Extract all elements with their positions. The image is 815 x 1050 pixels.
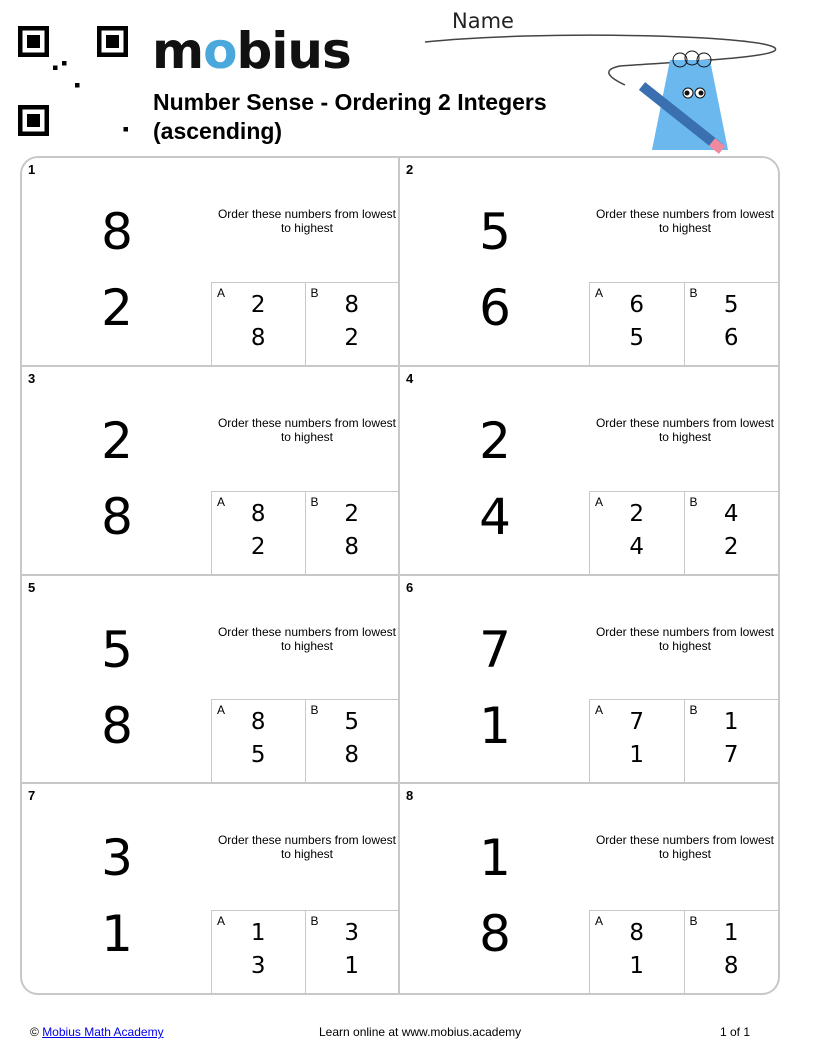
option-value: 7 [723,742,739,769]
page-number: 1 of 1 [720,1025,751,1039]
mobius-academy-link[interactable]: Mobius Math Academy [42,1025,164,1039]
question-cell [400,784,778,993]
option-value: 8 [250,709,266,736]
option-b[interactable] [305,492,399,574]
option-value: 1 [250,920,266,946]
option-value: 2 [250,533,266,560]
option-value: 8 [250,324,266,351]
option-label: B [689,494,698,509]
option-b[interactable] [305,700,399,782]
option-b[interactable] [305,911,399,993]
answer-options [211,910,398,993]
given-number-2: 2 [101,279,133,337]
question-number: 1 [28,162,36,177]
option-value: 5 [250,742,266,769]
option-label: B [689,285,698,300]
given-number-1: 8 [101,203,133,261]
answer-options [589,910,778,993]
question-cell [400,576,778,785]
option-label: B [310,494,319,509]
instruction-text: Order these numbers from lowest to highest [217,415,397,444]
option-label: A [595,914,604,928]
answer-options [589,491,778,574]
option-label: B [310,285,319,300]
option-a[interactable] [589,283,684,365]
given-number-2: 4 [479,487,511,546]
option-a[interactable] [211,283,305,365]
question-number: 8 [406,788,414,804]
given-number-1: 5 [479,203,511,261]
question-cell [400,158,778,367]
mascot-illustration [600,48,740,158]
option-label: A [217,494,226,509]
option-b[interactable] [684,283,779,365]
question-number: 2 [406,162,414,177]
option-a[interactable] [211,911,305,993]
option-value: 1 [629,742,645,769]
question-cell [22,576,400,785]
option-value: 8 [723,953,739,979]
option-a[interactable] [589,700,684,782]
option-a[interactable] [211,492,305,574]
option-value: 6 [629,291,645,318]
option-label: B [310,914,319,928]
option-value: 8 [344,533,360,560]
title-line-1: Number Sense - Ordering 2 Integers [153,89,547,115]
option-label: A [217,285,226,300]
option-value: 1 [723,709,739,736]
question-number: 6 [406,579,414,595]
option-value: 5 [344,709,360,736]
given-number-2: 8 [101,696,133,755]
option-label: A [595,285,604,300]
question-cell [22,158,400,367]
given-number-2: 1 [479,696,511,755]
option-label: B [310,703,319,718]
given-number-2: 8 [101,487,133,546]
option-value: 4 [723,500,739,527]
question-cell [400,367,778,576]
questions-grid [20,156,780,995]
option-value: 8 [344,742,360,769]
qr-code [18,26,128,136]
given-number-2: 8 [479,905,511,964]
option-b[interactable] [684,492,779,574]
option-b[interactable] [684,700,779,782]
option-label: A [595,703,604,718]
option-value: 5 [723,291,739,318]
option-label: B [689,914,698,928]
option-a[interactable] [211,700,305,782]
answer-options [211,491,398,574]
given-number-2: 1 [101,905,133,964]
given-number-1: 2 [479,411,511,470]
given-number-1: 3 [101,829,133,888]
option-b[interactable] [305,283,399,365]
instruction-text: Order these numbers from lowest to highest [595,207,775,235]
answer-options [211,282,398,365]
answer-options [589,699,778,782]
question-cell [22,784,400,993]
option-label: B [689,703,698,718]
name-label: Name [452,9,514,33]
option-value: 2 [344,324,360,351]
question-number: 5 [28,579,36,595]
option-value: 4 [629,533,645,560]
given-number-1: 2 [101,411,133,470]
option-b[interactable] [684,911,779,993]
answer-options [211,699,398,782]
instruction-text: Order these numbers from lowest to highest [217,624,397,653]
question-number: 4 [406,370,414,386]
question-number: 3 [28,370,36,386]
question-number: 7 [28,788,36,804]
option-value: 1 [344,953,360,979]
option-value: 8 [344,291,360,318]
instruction-text: Order these numbers from lowest to highest [595,624,775,653]
copyright-symbol: © [30,1025,39,1039]
given-number-1: 7 [479,620,511,679]
instruction-text: Order these numbers from lowest to highest [217,207,397,235]
option-value: 1 [629,953,645,979]
option-value: 3 [344,920,360,946]
title-line-2: (ascending) [153,118,283,144]
mobius-logo: mobius [152,22,351,80]
option-a[interactable] [589,492,684,574]
instruction-text: Order these numbers from lowest to highest [595,415,775,444]
option-value: 3 [250,953,266,979]
instruction-text: Order these numbers from lowest to highest [595,833,775,862]
option-value: 2 [344,500,360,527]
footer-copyright [30,1025,164,1039]
option-value: 8 [629,920,645,946]
question-cell [22,367,400,576]
given-number-1: 5 [101,620,133,679]
option-value: 8 [250,500,266,527]
option-value: 5 [629,324,645,351]
option-a[interactable] [589,911,684,993]
option-value: 2 [629,500,645,527]
given-number-2: 6 [479,279,511,337]
option-label: A [595,494,604,509]
footer-learn-online: Learn online at www.mobius.academy [319,1025,522,1039]
option-value: 1 [723,920,739,946]
option-value: 2 [250,291,266,318]
option-label: A [217,703,226,718]
instruction-text: Order these numbers from lowest to highest [217,833,397,862]
option-label: A [217,914,226,928]
option-value: 7 [629,709,645,736]
answer-options [589,282,778,365]
given-number-1: 1 [479,829,511,888]
option-value: 2 [723,533,739,560]
option-value: 6 [723,324,739,351]
